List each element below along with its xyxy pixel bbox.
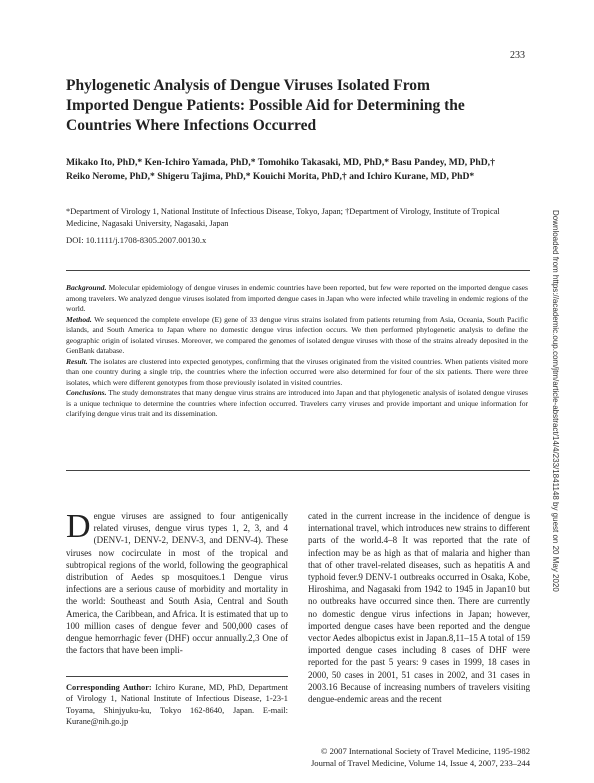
doi[interactable]: DOI: 10.1111/j.1708-8305.2007.00130.x	[66, 235, 207, 245]
results-label: Result.	[66, 356, 88, 366]
drop-cap: D	[66, 508, 91, 545]
results-text: The isolates are clustered into expected genotypes, confirming that the viruses originated from the visited countries. When patients visited more than one country during a single trip, the countries where the infection occurred were also determined for four of the six patients. There were three isolates, which were different genotypes from those previously isolated in visited countries.	[66, 356, 528, 387]
correspondence-label: Corresponding Author:	[66, 683, 152, 692]
article-title: Phylogenetic Analysis of Dengue Viruses Isolated From Imported Dengue Patients: Possible Aid for Determining the Countries Where Infections Occurred	[66, 77, 465, 134]
abstract	[66, 283, 528, 420]
author-list: Mikako Ito, PhD,* Ken-Ichiro Yamada, PhD,* Tomohiko Takasaki, MD, PhD,* Basu Pandey, MD, PhD,† Reiko Nerome, PhD,* Shigeru Tajima, PhD,* Kouichi Morita, PhD,† and Ichiro Kurane, MD, PhD*	[66, 157, 495, 182]
correspondence-note	[66, 682, 288, 728]
body-column-right	[308, 510, 530, 745]
intro-text: engue viruses are assigned to four antigenically related viruses, dengue virus types 1, 2, 3, and 4 (DENV-1, DENV-2, DENV-3, and DENV-4). These viruses now cocirculate in most of the tropical and subtropical regions of the world, following the geographical distribution of Aedes sp mosquitoes.1 Dengue virus infections are a serious cause of morbidity and mortality in the world: Southeast and South Asia, Central and South America, the Caribbean, and Africa. It is estimated that up to 100 million cases of dengue fever and 500,000 cases of dengue hemorrhagic fever (DHF) occur annually.2,3 One of the factors that have been impli-	[66, 511, 288, 656]
affiliations: *Department of Virology 1, National Institute of Infectious Disease, Tokyo, Japan; †Department of Virology, Institute of Tropical Medicine, Nagasaki University, Nagasaki, Japan	[66, 207, 500, 228]
abstract-conclusions	[66, 388, 528, 420]
correspondence-text: Ichiro Kurane, MD, PhD, Department of Virology 1, National Institute of Infectious Disease, 1-23-1 Toyama, Shinjyuku-ku, Tokyo 162-8640, Japan. E-mail: Kurane@nih.go.jp	[66, 683, 288, 727]
intro-paragraph	[66, 510, 288, 656]
background-text: Molecular epidemiology of dengue viruses in endemic countries have been reported, but few were reported on the imported dengue cases among travelers. We analyzed dengue viruses isolated from imported dengue cases in Japan who were infected while traveling in endemic regions of the world.	[66, 283, 528, 313]
conclusions-label: Conclusions.	[66, 388, 107, 397]
page-footer	[300, 746, 530, 769]
page-number: 233	[510, 50, 525, 61]
background-label: Background.	[66, 283, 107, 292]
abstract-top-rule	[66, 270, 530, 271]
abstract-background	[66, 283, 528, 315]
abstract-method	[66, 315, 528, 357]
journal-citation: Journal of Travel Medicine, Volume 14, Issue 4, 2007, 233–244	[310, 757, 530, 768]
correspondence-rule	[66, 676, 288, 677]
abstract-results	[66, 357, 528, 389]
download-watermark: Downloaded from https://academic.oup.com/jtm/article-abstract/14/4/233/1841148 by guest on 20 May 2020	[551, 210, 560, 592]
method-label: Method.	[66, 314, 92, 324]
method-text: We sequenced the complete envelope (E) gene of 33 dengue virus strains isolated from patients returning from Asia, Oceania, South Pacific islands, and South America to Japan where no domestic dengue virus infection occurs. We then performed phylogenetic analysis to define the geographic origin of isolated viruses. Moreover, we compared the genomes of isolated dengue viruses with those of the strains already deposited in the GenBank database.	[66, 314, 528, 355]
body-column-left	[66, 510, 288, 670]
continued-text: cated in the current increase in the incidence of dengue is international travel, which introduces new strains to different parts of the world.4–8 It was reported that the rate of infection may be as high as that of malaria and higher than that of other travel-related diseases, such as hepatitis A and typhoid fever.9 DENV-1 outbreaks occurred in Osaka, Kobe, Hiroshima, and Nagasaki from 1942 to 1945 in Japan10 but no outbreaks have occurred since then. There are currently no domestic dengue virus infections in Japan; however, imported dengue cases have been reported and the dengue vector Aedes albopictus exist in Japan.8,11–15 A total of 159 imported dengue cases including 8 cases of DHF were reported for the past 5 years: 9 cases in 1999, 18 cases in 2000, 50 cases in 2001, 51 cases in 2002, and 31 cases in 2003.16 Because of increasing numbers of travelers visiting dengue-endemic areas and the recent	[308, 511, 530, 705]
abstract-bottom-rule	[66, 470, 530, 471]
copyright-line: © 2007 International Society of Travel Medicine, 1195-1982	[320, 746, 530, 756]
conclusions-text: The study demonstrates that many dengue virus strains are introduced into Japan and that phylogenetic analysis of isolated dengue viruses is a unique technique to determine the countries where infection occurred. Travelers carry viruses and provide important and unique information for clarifying dengue virus trait and its dissemination.	[66, 388, 528, 418]
